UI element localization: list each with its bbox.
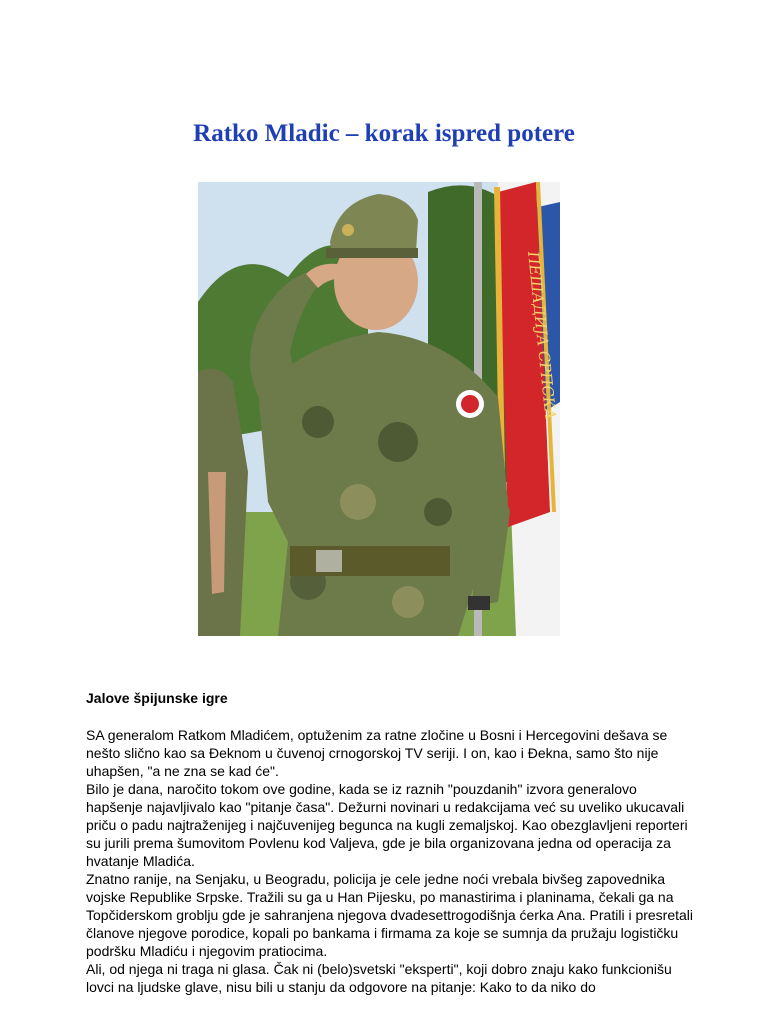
camo-spot (340, 484, 376, 520)
paragraph: Bilo je dana, naročito tokom ove godine, kada se iz raznih "pouzdanih" izvora generalovo hapšenje najavljivalo kao "pitanje časa". Dežurni novinari u redakcijama već su uveliko ukucavali priču o padu najtraženijeg i najčuvenijeg begunca na kugli zemaljskoj. Kao obezglavljeni reporteri su jurili prema šumovitom Povlenu kod Valjeva, gde je bila organizovana jedna od operacija za hvatanje Mladića. (86, 781, 688, 869)
paragraph: SA generalom Ratkom Mladićem, optuženim za ratne zločine u Bosni i Hercegovini dešava se nešto slično kao sa Đeknom u čuvenoj crnogorskoj TV seriji. I on, kao i Đekna, samo što nije uhapšen, "a ne zna se kad će". (86, 727, 668, 779)
general-saluting-photo (198, 182, 560, 636)
cap-badge (342, 224, 354, 236)
belt-buckle (316, 550, 342, 572)
camo-spot (424, 498, 452, 526)
paragraph: Ali, od njega ni traga ni glasa. Čak ni (belo)svetski "eksperti", koji dobro znaju kako funkcionišu lovci na ljudske glave, nisu bili u stanju da odgovore na pitanje: Kako to da niko do (86, 961, 672, 995)
camo-spot (392, 586, 424, 618)
paragraph: Znatno ranije, na Senjaku, u Beogradu, policija je cele jedne noći vrebala bivšeg zapovednika vojske Republike Srpske. Tražili su ga u Han Pijesku, po manastirima i planinama, čekali ga na Topčiderskom groblju gde je sahranjena njegova dvadesettrogodišnja ćerka Ana. Pratili i presretali članove njegove porodice, kopali po bankama i firmama za koje se sumnja da pružaju logističku podršku Mladiću i njegovim pratiocima. (86, 871, 694, 959)
wristwatch (468, 596, 490, 610)
section-heading: Jalove špijunske igre (86, 690, 228, 706)
flag-lettering: ПЕШАДИЈА СРПСКА (524, 250, 560, 421)
shoulder-patch-inner (461, 395, 479, 413)
camo-spot (378, 422, 418, 462)
page-title: Ratko Mladic – korak ispred potere (193, 120, 575, 147)
uniform-belt (290, 546, 450, 576)
article-body (86, 726, 696, 996)
photo-illustration (198, 182, 560, 636)
cap-brim (326, 248, 418, 258)
camo-spot (302, 406, 334, 438)
